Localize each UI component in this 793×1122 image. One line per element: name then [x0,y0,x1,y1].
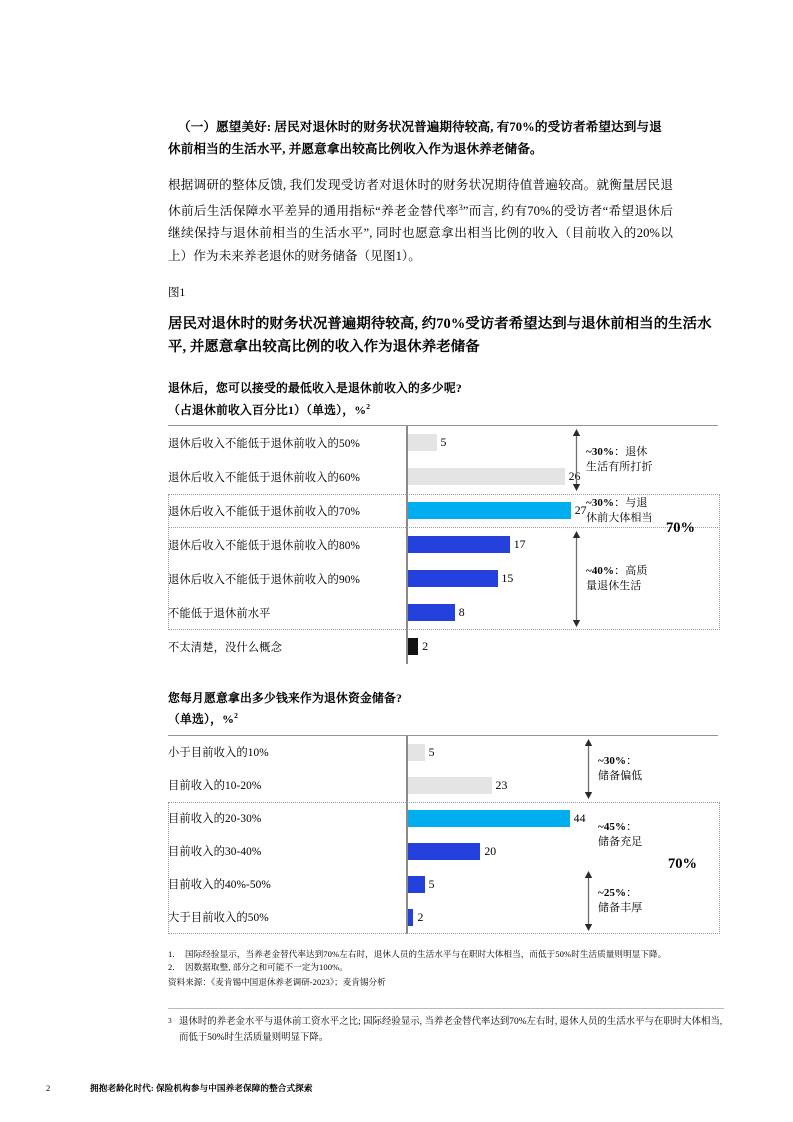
page-number: 2 [46,1083,51,1093]
bar [406,604,455,621]
footnote-source: 资料来源：《麦肯锡中国退休养老调研-2023》；麦肯锡分析 [168,977,386,988]
bar-value-label: 15 [501,571,514,586]
chart-1-subtitle: （占退休前收入百分比1）（单选），% [168,402,367,417]
range-arrow-icon [584,871,593,931]
chart-2 [168,736,718,934]
bar-category-label: 小于目前收入的10% [168,747,269,760]
total-badge: 70% [668,855,697,872]
bar-value-label: 26 [568,469,581,484]
chart-1-question-line1: 退休后，您可以接受的最低收入是退休前收入的多少呢? [168,381,463,395]
anno-line2: 储备充足 [598,835,643,848]
bar-value-label: 2 [422,639,429,654]
bar-category-label: 退休后收入不能低于退休前收入的80% [168,539,360,552]
bar [406,744,425,761]
exhibit-number: 图1 [168,287,186,299]
bar-category-label: 目前收入的10-20% [168,780,262,793]
anno-sep: ： [626,821,638,834]
chart-bar-row [168,528,718,562]
bar-category-label: 目前收入的20-30% [168,813,262,826]
anno-pct: ~45% [598,821,627,834]
bar-category-label: 目前收入的40%-50% [168,879,271,892]
chart-1-question-line2 [168,398,718,419]
intro-paragraph [168,174,673,267]
bar [406,876,425,893]
bar-value-label: 8 [458,605,465,620]
chart-1 [168,426,718,664]
bar-value-label: 5 [428,744,435,759]
footnote-3-block [168,1008,724,1046]
bar-value-label: 23 [495,777,508,792]
bar-category-label: 不能低于退休前水平 [168,607,271,620]
anno-pct: ~25% [598,887,627,900]
range-arrow-icon [572,429,581,491]
chart-2-subtitle-sup: 2 [234,711,239,721]
chart-axis-baseline [406,736,408,934]
range-annotation [598,820,690,849]
bar-value-label: 20 [484,843,497,858]
bar-value-label: 2 [417,909,424,924]
bar [406,468,565,485]
bar [406,638,418,655]
anno-sep: ： [614,497,626,510]
chart-1-question [168,380,718,419]
anno-sep: ： [614,446,626,459]
anno-line1: 高质 [625,565,648,578]
exhibit-1 [168,285,718,934]
bar [406,502,571,519]
bar [406,843,480,860]
anno-pct: ~30% [598,755,627,768]
bar [406,536,510,553]
footnote-3-rule [168,1008,724,1009]
footnote-text: 因数据取整, 部分之和可能不一定为100%。 [185,962,348,973]
bar [406,570,498,587]
bar-category-label: 不太清楚，没什么概念 [168,641,282,654]
bar-category-label: 退休后收入不能低于退休前收入的90% [168,573,360,586]
anno-line1: 与退 [625,497,648,510]
footnote-3-text: 退休时的养老金水平与退休前工资水平之比; 国际经验显示, 当养老金替代率达到70%左右时, 退休人员的生活水平与在职时大体相当, 而低于50%时生活质量则明显下降。 [179,1017,723,1043]
range-annotation [598,754,690,783]
anno-pct: ~30% [586,446,615,459]
bar-value-label: 27 [574,503,587,518]
chart-2-question [168,690,718,729]
bar-category-label: 退休后收入不能低于退休前收入的60% [168,471,360,484]
anno-line2: 储备偏低 [598,769,643,782]
anno-pct: ~30% [586,497,615,510]
anno-line2: 储备丰厚 [598,901,643,914]
footnote-ref-3: 3 [458,202,463,212]
exhibit-title: 居民对退休时的财务状况普遍期待较高, 约70%受访者希望达到与退休前相当的生活水平, 并愿意拿出较高比例的收入作为退休养老储备 [168,316,712,355]
range-annotation [586,496,678,525]
footnotes [168,948,723,989]
bar-category-label: 退休后收入不能低于退休前收入的70% [168,505,360,518]
bar-category-label: 退休后收入不能低于退休前收入的50% [168,437,360,450]
page-footer [46,1082,313,1094]
anno-sep: ： [626,887,638,900]
chart-bar-row [168,596,718,630]
footnote-item [168,948,723,961]
chart-2-subtitle: （单选），% [168,712,235,727]
total-badge: 70% [666,519,695,536]
range-arrow-icon [584,739,593,799]
anno-pct: ~40% [586,565,615,578]
chart-2-question-line2 [168,707,718,728]
bar-value-label: 5 [428,876,435,891]
range-annotation [598,886,690,915]
anno-line2: 休前大体相当 [586,511,653,524]
footnote-number: 2. [168,962,175,973]
anno-line2: 量退休生活 [586,579,642,592]
bar-plot-area [406,630,718,664]
bar [406,810,570,827]
chart-1-subtitle-sup: 2 [366,401,371,411]
range-annotation [586,445,678,474]
range-arrow-icon [572,531,581,627]
anno-line1: 退休 [625,446,648,459]
bar-value-label: 17 [513,537,526,552]
footnote-3-marker: 3 [168,1016,172,1025]
bar-category-label: 大于目前收入的50% [168,912,269,925]
anno-sep: ： [626,755,638,768]
bar-value-label: 44 [573,810,586,825]
anno-line2: 生活有所打折 [586,460,653,473]
page-footer-title: 拥抱老龄化时代: 保险机构参与中国养老保障的整合式探索 [90,1083,313,1093]
chart-bar-row [168,630,718,664]
footnote-text: 国际经验显示，当养老金替代率达到70%左右时，退休人员的生活水平与在职时大体相当，而低于50%时生活质量则明显下降。 [185,949,667,959]
section-lede: （一）愿望美好: 居民对退休时的财务状况普遍期待较高, 有70%的受访者希望达到与退休前相当的生活水平, 并愿意拿出较高比例收入作为退休养老储备。 [168,120,662,156]
footnote-number: 1. [168,949,175,959]
anno-sep: ： [614,565,626,578]
footnote-item [168,961,723,974]
bar [406,434,437,451]
bar-category-label: 目前收入的30-40% [168,846,262,859]
intro-paragraph-part2: ”而言, 约有70%的受访者“希望退休后继续保持与退休前相当的生活水平”, 同时也愿意拿出相当比例的收入（目前收入的20%以上）作为未来养老退休的财务储备（见图1）。 [168,203,673,263]
bar [406,777,492,794]
intro-paragraph-part1: 根据调研的整体反馈, 我们发现受访者对退休时的财务状况期待值普遍较高。就衡量居民退休前后生活保障水平差异的通用指标“养老金替代率 [168,178,673,218]
bar-value-label: 5 [440,435,447,450]
chart-2-question-line1: 您每月愿意拿出多少钱来作为退休资金储备? [168,690,403,705]
intro-prose [168,116,673,267]
bar-plot-area [406,596,718,630]
range-annotation [586,564,678,593]
chart-axis-baseline [406,426,408,664]
